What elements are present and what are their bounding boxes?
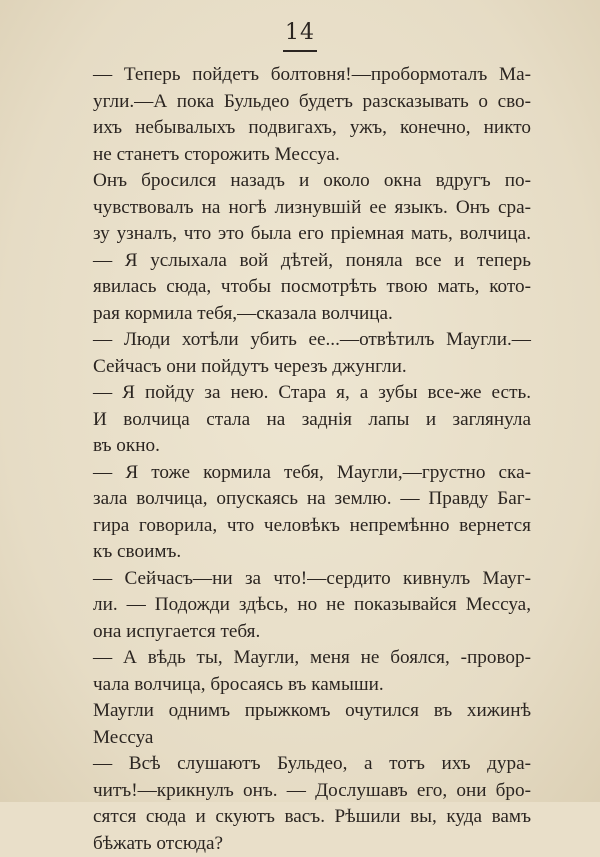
page-number-underline	[283, 50, 317, 52]
text-line: бѣжать отсюда?	[93, 831, 531, 857]
text-line: чувствовалъ на ногѣ лизнувшій ее языкъ. Онъ сра-	[93, 195, 531, 222]
text-line: — Я услыхала вой дѣтей, поняла все и теперь	[93, 248, 531, 275]
text-line: — Сейчасъ—ни за что!—сердито кивнулъ Мауг-	[93, 566, 531, 593]
text-line: явилась сюда, чтобы посмотрѣть твою мать, кото-	[93, 274, 531, 301]
page-number: 14	[0, 20, 600, 45]
text-line: читъ!—крикнулъ онъ. — Дослушавъ его, они бро-	[93, 778, 531, 805]
text-line: она испугается тебя.	[93, 619, 531, 646]
text-line: чала волчица, бросаясь въ камыши.	[93, 672, 531, 699]
text-line: рая кормила тебя,—сказала волчица.	[93, 301, 531, 328]
text-line: И волчица стала на заднія лапы и заглянула	[93, 407, 531, 434]
body-text	[93, 62, 531, 857]
text-line: — А вѣдь ты, Маугли, меня не боялся, -провор-	[93, 645, 531, 672]
text-line: — Я тоже кормила тебя, Маугли,—грустно ска-	[93, 460, 531, 487]
text-line: угли.—А пока Бульдео будетъ разсказывать о сво-	[93, 89, 531, 116]
text-line: не станетъ сторожить Мессуа.	[93, 142, 531, 169]
text-line: Мессуа	[93, 725, 531, 752]
text-line: къ своимъ.	[93, 539, 531, 566]
text-line: Маугли однимъ прыжкомъ очутился въ хижинѣ	[93, 698, 531, 725]
text-line: — Я пойду за нею. Стара я, а зубы все-же есть.	[93, 380, 531, 407]
text-line: гира говорила, что человѣкъ непремѣнно вернется	[93, 513, 531, 540]
text-line: — Теперь пойдетъ болтовня!—пробормоталъ Ма-	[93, 62, 531, 89]
text-line: Сейчасъ они пойдутъ черезъ джунгли.	[93, 354, 531, 381]
text-line: въ окно.	[93, 433, 531, 460]
text-line: ли. — Подожди здѣсь, но не показывайся Мессуа,	[93, 592, 531, 619]
text-line: сятся сюда и скуютъ васъ. Рѣшили вы, куда вамъ	[93, 804, 531, 831]
text-line: — Люди хотѣли убить ее...—отвѣтилъ Маугли.—	[93, 327, 531, 354]
text-line: Онъ бросился назадъ и около окна вдругъ по-	[93, 168, 531, 195]
text-line: зала волчица, опускаясь на землю. — Правду Баг-	[93, 486, 531, 513]
text-line: — Всѣ слушаютъ Бульдео, а тотъ ихъ дура-	[93, 751, 531, 778]
text-line: ихъ небывалыхъ подвигахъ, ужъ, конечно, никто	[93, 115, 531, 142]
text-line: зу узналъ, что это была его пріемная мать, волчица.	[93, 221, 531, 248]
